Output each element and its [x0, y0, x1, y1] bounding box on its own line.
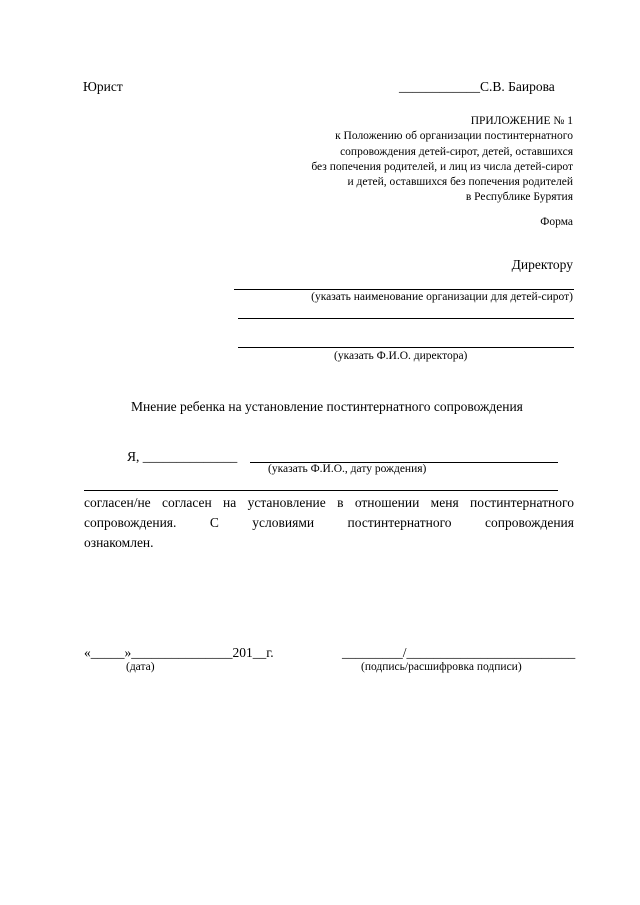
statement-line: согласен/не согласен на установление в отношении меня постинтернатного [84, 495, 574, 510]
appendix-line: без попечения родителей, и лиц из числа детей-сирот [311, 160, 573, 173]
statement-pronoun: Я, [127, 449, 143, 464]
org-name-line [234, 289, 574, 290]
form-label: Форма [540, 216, 573, 228]
signature-blank: __________ [399, 79, 467, 94]
appendix-block [311, 114, 573, 206]
position-label: Юрист [83, 79, 123, 94]
statement-line: ознакомлен. [84, 535, 154, 550]
appendix-line: и детей, оставшихся без попечения родителей [347, 176, 573, 189]
signature-field: _________/_________________________ [342, 645, 576, 660]
director-name-hint: (указать Ф.И.О. директора) [334, 350, 468, 362]
appendix-line: к Положению об организации постинтернатного [335, 130, 573, 143]
date-field: «_____»_______________201__г. [84, 645, 274, 660]
document-title: Мнение ребенка на установление постинтернатного сопровождения [131, 399, 523, 414]
date-hint: (дата) [126, 661, 155, 673]
director-name-line [238, 347, 574, 348]
appendix-line: ПРИЛОЖЕНИЕ № 1 [470, 115, 573, 127]
name-line-2 [84, 490, 558, 491]
signatory-name: __С.В. Баирова [466, 79, 555, 94]
appendix-line: в Республике Бурятия [465, 191, 573, 204]
org-name-line-2 [238, 318, 574, 319]
appendix-line: сопровождения детей-сирот, детей, оставшихся [340, 145, 573, 158]
signature-hint: (подпись/расшифровка подписи) [361, 661, 522, 673]
statement-blank: ______________ [142, 449, 238, 464]
statement-paragraph [84, 493, 574, 553]
name-hint: (указать Ф.И.О., дату рождения) [268, 463, 427, 475]
addressee-to: Директору [511, 257, 573, 272]
statement-line: сопровождения. С условиями постинтернатного сопровождения [84, 515, 574, 530]
signatory-line [399, 79, 555, 95]
org-name-hint: (указать наименование организации для детей-сирот) [311, 291, 573, 303]
statement-lead [127, 449, 237, 465]
